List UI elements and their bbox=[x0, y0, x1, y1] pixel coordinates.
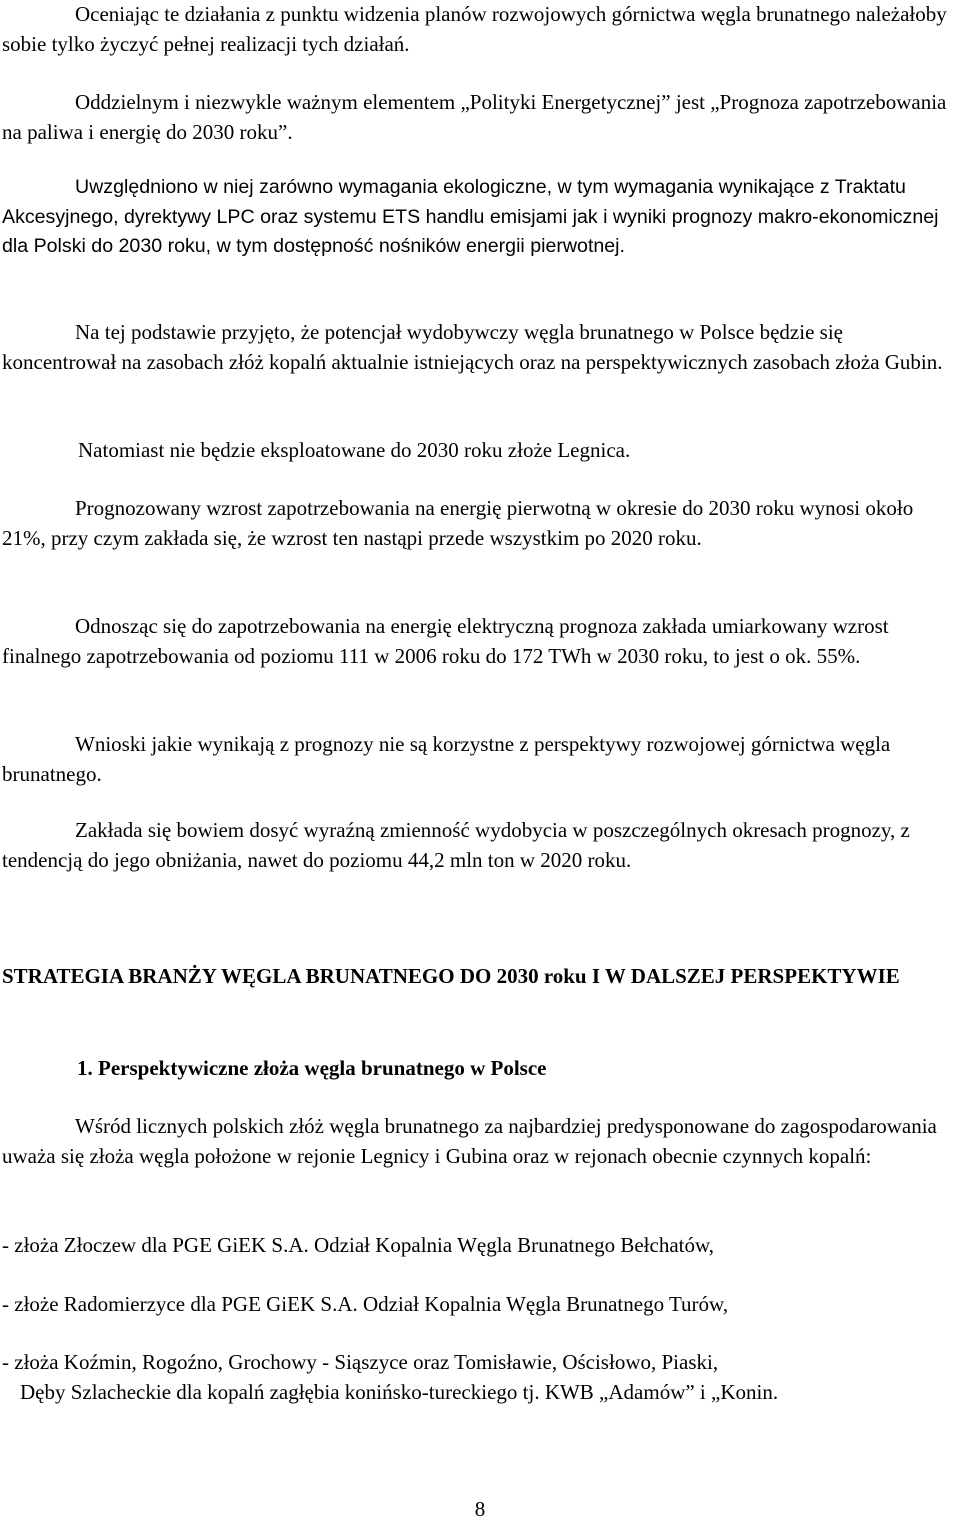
paragraph-3: Uwzględniono w niej zarówno wymagania ekologiczne, w tym wymagania wynikające z Traktatu Akcesyjnego, dyrektywy LPC oraz systemu ETS handlu emisjami jak i wyniki prognozy makro-ekonomicznej dla Polski do 2030 roku, w tym dostępność nośników energii pierwotnej. bbox=[2, 176, 939, 257]
list-item-text: - złoża Koźmin, Rogoźno, Grochowy - Siąszyce oraz Tomisławie, Ościsłowo, Piaski, bbox=[2, 1350, 719, 1374]
paragraph-1: Oceniając te działania z punktu widzenia planów rozwojowych górnictwa węgla brunatnego należałoby sobie tylko życzyć pełnej realizacji tych działań. bbox=[2, 2, 947, 56]
list-item: - złoża Złoczew dla PGE GiEK S.A. Odział Kopalnia Węgla Brunatnego Bełchatów, bbox=[2, 1233, 715, 1257]
list-item: - złoże Radomierzyce dla PGE GiEK S.A. Odział Kopalnia Węgla Brunatnego Turów, bbox=[2, 1292, 729, 1316]
paragraph-8: Wnioski jakie wynikają z prognozy nie są korzystne z perspektywy rozwojowej górnictwa węgla brunatnego. bbox=[2, 732, 891, 786]
section-subheading: 1. Perspektywiczne złoża węgla brunatnego w Polsce bbox=[77, 1056, 547, 1080]
paragraph-4: Na tej podstawie przyjęto, że potencjał wydobywczy węgla brunatnego w Polsce będzie się koncentrował na zasobach złóż kopalń aktualnie istniejących oraz na perspektywicznych zasobach złoża Gubin. bbox=[2, 320, 943, 374]
paragraph-5: Natomiast nie będzie eksploatowane do 2030 roku złoże Legnica. bbox=[78, 438, 631, 462]
page-number: 8 bbox=[474, 1497, 486, 1521]
list-item-continuation: Dęby Szlacheckie dla kopalń zagłębia konińsko-tureckiego tj. KWB „Adamów” i „Konin. bbox=[20, 1379, 779, 1404]
paragraph-2: Oddzielnym i niezwykle ważnym elementem „Polityki Energetycznej” jest „Prognoza zapotrzebowania na paliwa i energię do 2030 roku”. bbox=[2, 90, 947, 144]
paragraph-6: Prognozowany wzrost zapotrzebowania na energię pierwotną w okresie do 2030 roku wynosi około 21%, przy czym zakłada się, że wzrost ten nastąpi przede wszystkim po 2020 roku. bbox=[2, 496, 914, 550]
section-heading: STRATEGIA BRANŻY WĘGLA BRUNATNEGO DO 2030 roku I W DALSZEJ PERSPEKTYWIE bbox=[2, 964, 900, 988]
list-item bbox=[2, 1348, 778, 1407]
paragraph-9: Zakłada się bowiem dosyć wyraźną zmienność wydobycia w poszczególnych okresach prognozy, z tendencją do jego obniżania, nawet do poziomu 44,2 mln ton w 2020 roku. bbox=[2, 818, 910, 872]
paragraph-7: Odnosząc się do zapotrzebowania na energię elektryczną prognoza zakłada umiarkowany wzrost finalnego zapotrzebowania od poziomu 111 w 2006 roku do 172 TWh w 2030 roku, to jest o ok. 55%. bbox=[2, 614, 889, 668]
intro-paragraph: Wśród licznych polskich złóż węgla brunatnego za najbardziej predysponowane do zagospodarowania uważa się złoża węgla położone w rejonie Legnicy i Gubina oraz w rejonach obecnie czynnych kopalń: bbox=[2, 1114, 937, 1168]
